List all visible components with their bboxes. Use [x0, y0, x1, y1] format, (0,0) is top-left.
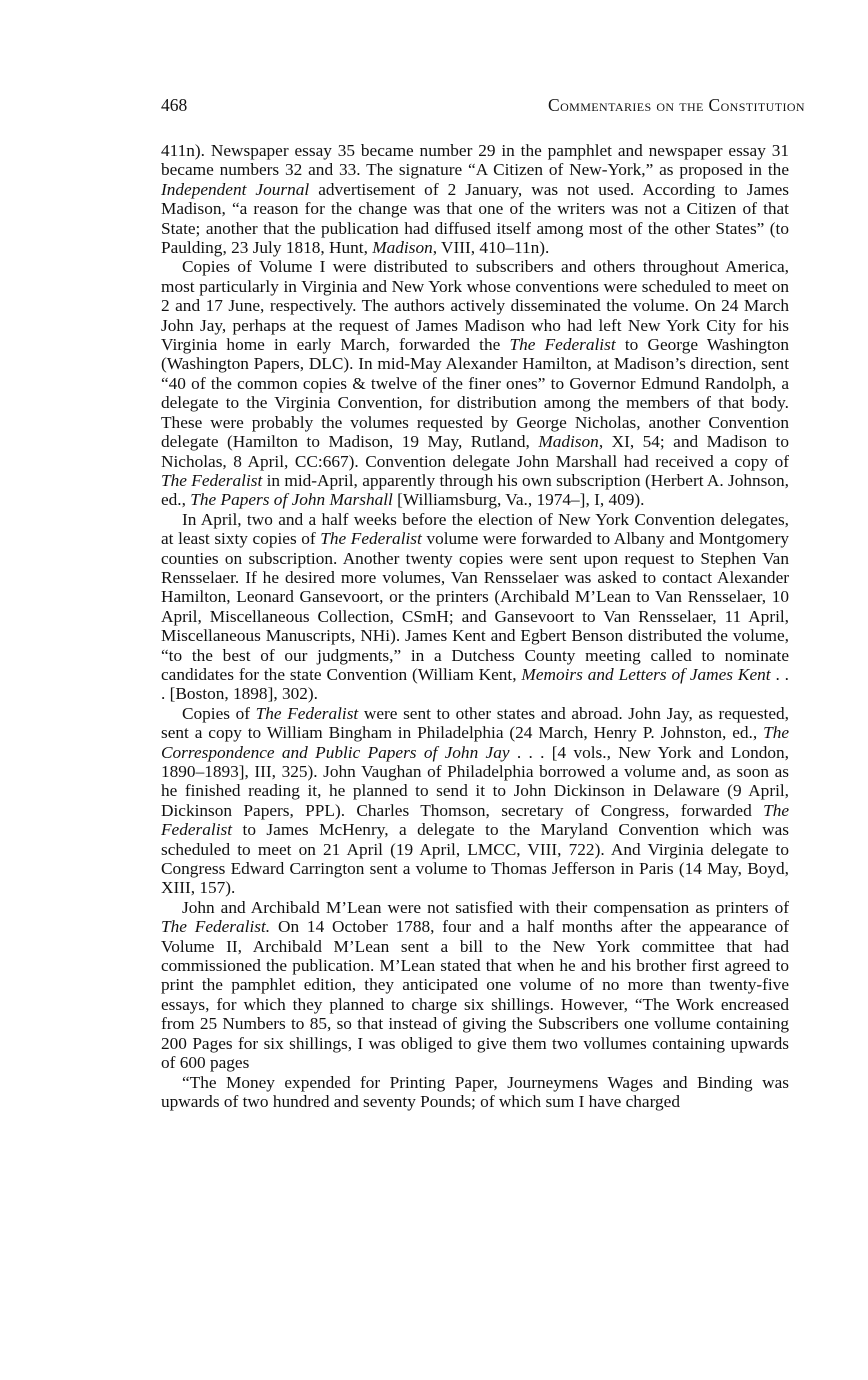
text-segment: John and Archibald M’Lean were not satisfied with their compensation as printers of [182, 897, 789, 917]
italic-title: The Federalist [161, 800, 789, 840]
text-segment: On 14 October 1788, four and a half months after the appearance of Volume II, Archibald M’Lean sent a bill to the New York committee that had commissioned the publication. M’Lean stated that when he and his brother first agreed to print the pamphlet edition, they anticipated one volume of no more than twenty-five essays, for which they planned to charge six shillings. However, “The Work encreased from 25 Numbers to 85, so that instead of giving the Subscribers one vollume containing 200 Pages for six shillings, I was obliged to give them two vollumes containing upwards of 600 pages [161, 917, 789, 1073]
italic-title: Independent Journal [161, 179, 310, 199]
italic-title: The Federalist [255, 703, 359, 723]
running-head: Commentaries on the Constitution [548, 95, 805, 115]
italic-title: The Federalist. [161, 917, 271, 937]
text-segment: , VIII, 410–11n). [432, 238, 550, 258]
paragraph [161, 1073, 789, 1112]
text-segment: advertisement of 2 January, was not used. According to James Madison, “a reason for the change was that one of the writers was not a Citizen of that State; another that the publication had diffused itself among most of the other States” (to Paulding, 23 July 1818, Hunt, [161, 179, 789, 258]
text-segment: . . . [Boston, 1898], 302). [161, 664, 790, 704]
text-segment: In April, two and a half weeks before the election of New York Convention delegates, at least sixty copies of [161, 509, 789, 549]
paragraph [161, 510, 789, 704]
text-segment: were sent to other states and abroad. John Jay, as requested, sent a copy to William Bingham in Philadelphia (24 March, Henry P. Johnston, ed., [161, 703, 789, 743]
text-segment: Copies of [182, 703, 256, 723]
italic-title: The Papers of John Marshall [190, 490, 393, 510]
body-text [161, 141, 789, 1111]
italic-title: The Federalist [320, 529, 422, 549]
italic-title: Memoirs and Letters of James Kent [521, 664, 771, 684]
text-segment: “The Money expended for Printing Paper, Journeymens Wages and Binding was upwards of two hundred and seventy Pounds; of which sum I have charged [161, 1072, 789, 1111]
text-segment: Copies of Volume I were distributed to subscribers and others throughout America, most particularly in Virginia and New York whose conventions were scheduled to meet on 2 and 17 June, respectively. The authors actively disseminated the volume. On 24 March John Jay, perhaps at the request of James Madison who had left New York City for his Virginia home in early March, forwarded the [161, 257, 789, 355]
paragraph [161, 257, 789, 509]
text-segment: to James McHenry, a delegate to the Maryland Convention which was scheduled to meet on 21 April (19 April, LMCC, VIII, 722). And Virginia delegate to Congress Edward Carrington sent a volume to Thomas Jefferson in Paris (14 May, Boyd, XIII, 157). [161, 820, 789, 898]
text-segment: in mid-April, apparently through his own subscription (Herbert A. Johnson, ed., [161, 470, 789, 510]
text-segment: to George Washington (Washington Papers, DLC). In mid-May Alexander Hamilton, at Madison’s direction, sent “40 of the common copies & twelve of the finer ones” to Governor Edmund Randolph, a delegate to the Virginia Convention, for distribution among the members of that body. These were probably the volumes requested by George Nicholas, another Convention delegate (Hamilton to Madison, 19 May, Rutland, [161, 335, 790, 452]
italic-title: Madison [538, 432, 599, 452]
paragraph [161, 898, 789, 1073]
text-segment: 411n). Newspaper essay 35 became number 29 in the pamphlet and newspaper essay 31 became numbers 32 and 33. The signature “A Citizen of New-York,” as proposed in the [161, 141, 789, 180]
text-segment: , XI, 54; and Madison to Nicholas, 8 April, CC:667). Convention delegate John Marshall had received a copy of [161, 432, 789, 471]
page-number: 468 [161, 95, 188, 115]
italic-title: The Federalist [161, 470, 263, 490]
text-segment: volume were forwarded to Albany and Montgomery counties on subscription. Another twenty copies were sent upon request to Stephen Van Rensselaer. If he desired more volumes, Van Rensselaer was asked to contact Alexander Hamilton, Leonard Gansevoort, or the printers (Archibald M’Lean to Van Rensselaer, 10 April, Miscellaneous Collection, CSmH; and Gansevoort to Van Rensselaer, 11 April, Miscellaneous Manuscripts, NHi). James Kent and Egbert Benson distributed the volume, “to the best of our judgments,” in a Dutchess County meeting called to nominate candidates for the state Convention (William Kent, [161, 529, 789, 684]
text-segment: . . . [4 vols., New York and London, 1890–1893], III, 325). John Vaughan of Philadelphia borrowed a volume and, as soon as he finished reading it, he planned to send it to John Dickinson in Delaware (9 April, Dickinson Papers, PPL). Charles Thomson, secretary of Congress, forwarded [161, 742, 789, 820]
text-segment: [Williamsburg, Va., 1974–], I, 409). [392, 490, 645, 510]
italic-title: The Federalist [509, 335, 616, 355]
italic-title: Madison [372, 238, 433, 258]
paragraph [161, 141, 789, 257]
italic-title: The Correspondence and Public Papers of John Jay [161, 723, 789, 762]
paragraph [161, 704, 789, 898]
page-header [161, 92, 805, 118]
